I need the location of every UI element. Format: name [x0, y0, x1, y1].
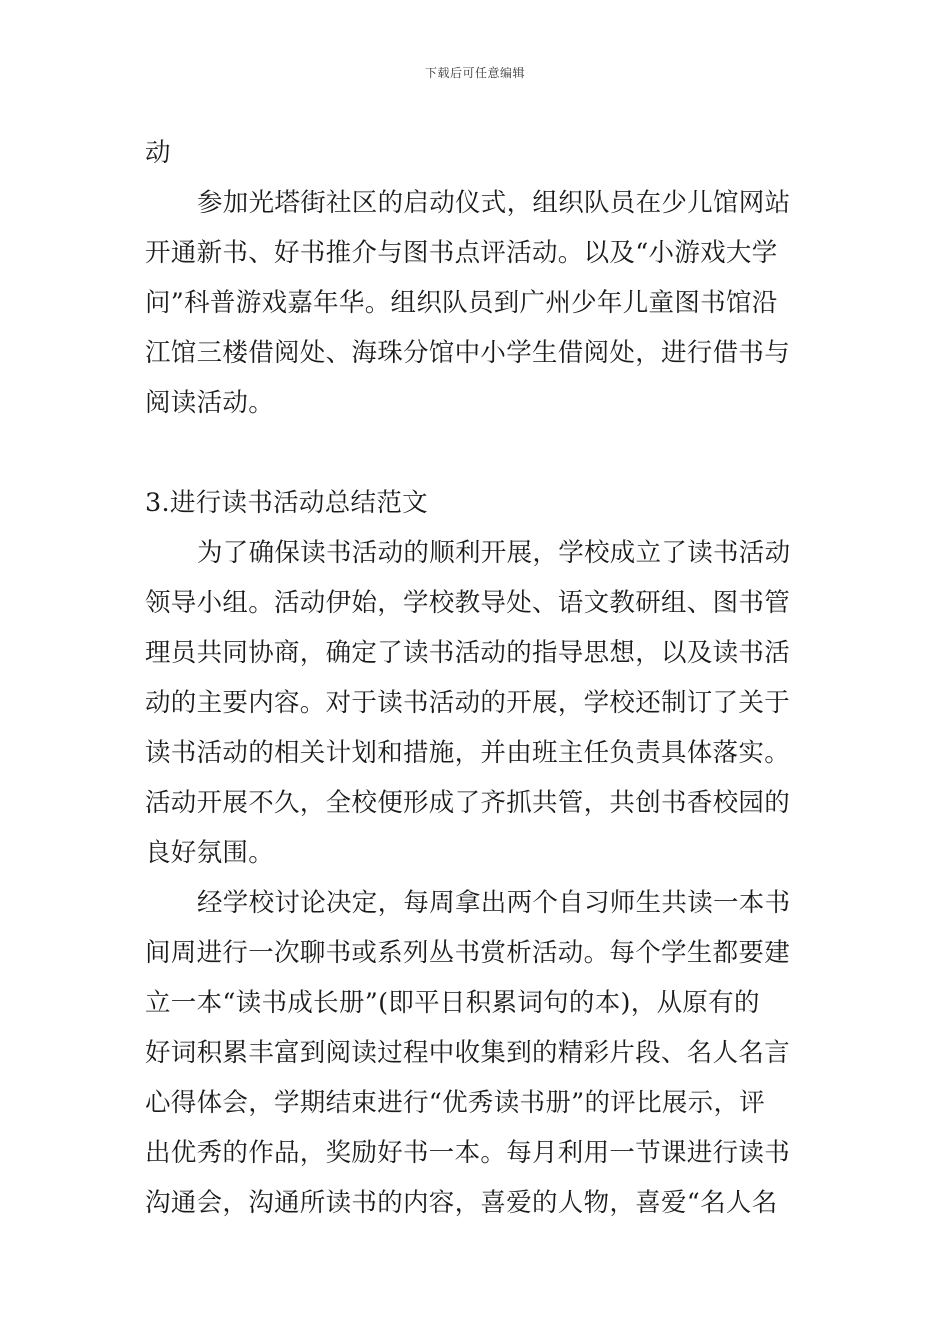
- spacer: [145, 428, 805, 478]
- section-heading: 3.进行读书活动总结范文: [145, 488, 428, 518]
- page-header: 下载后可任意编辑: [424, 66, 525, 80]
- paragraph-line: 理员共同协商，确定了读书活动的指导思想，以及读书活: [145, 638, 791, 668]
- paragraph-line: 参加光塔街社区的启动仪式，组织队员在少儿馆网站: [197, 188, 791, 218]
- paragraph-line: 阅读活动。: [145, 388, 275, 418]
- paragraph-line: 问”科普游戏嘉年华。组织队员到广州少年儿童图书馆沿: [145, 288, 778, 318]
- paragraph-line: 好词积累丰富到阅读过程中收集到的精彩片段、名人名言: [145, 1038, 791, 1068]
- paragraph-community-activities: [145, 178, 805, 428]
- paragraph-line: 活动开展不久，全校便形成了齐抓共管，共创书香校园的: [145, 788, 791, 818]
- paragraph-leadership-group: [145, 528, 805, 878]
- paragraph-line: 为了确保读书活动的顺利开展，学校成立了读书活动: [197, 538, 791, 568]
- paragraph-line: 出优秀的作品，奖励好书一本。每月利用一节课进行读书: [145, 1138, 791, 1168]
- paragraph-reading-plan: [145, 878, 805, 1228]
- paragraph-line: 立一本“读书成长册”(即平日积累词句的本)，从原有的: [145, 988, 760, 1018]
- paragraph-line: 间周进行一次聊书或系列丛书赏析活动。每个学生都要建: [145, 938, 791, 968]
- paragraph-line: 动的主要内容。对于读书活动的开展，学校还制订了关于: [145, 688, 791, 718]
- paragraph-line: 沟通会，沟通所读书的内容，喜爱的人物，喜爱“名人名: [145, 1188, 778, 1218]
- paragraph-line: 良好氛围。: [145, 838, 275, 868]
- document-body: [145, 128, 805, 1228]
- paragraph-line: 领导小组。活动伊始，学校教导处、语文教研组、图书管: [145, 588, 791, 618]
- paragraph-continuation-line: 动: [145, 138, 171, 168]
- paragraph-line: 江馆三楼借阅处、海珠分馆中小学生借阅处，进行借书与: [145, 338, 791, 368]
- paragraph-line: 读书活动的相关计划和措施，并由班主任负责具体落实。: [145, 738, 791, 768]
- paragraph-line: 开通新书、好书推介与图书点评活动。以及“小游戏大学: [145, 238, 778, 268]
- paragraph-line: 心得体会，学期结束进行“优秀读书册”的评比展示，评: [145, 1088, 766, 1118]
- paragraph-line: 经学校讨论决定，每周拿出两个自习师生共读一本书: [197, 888, 791, 918]
